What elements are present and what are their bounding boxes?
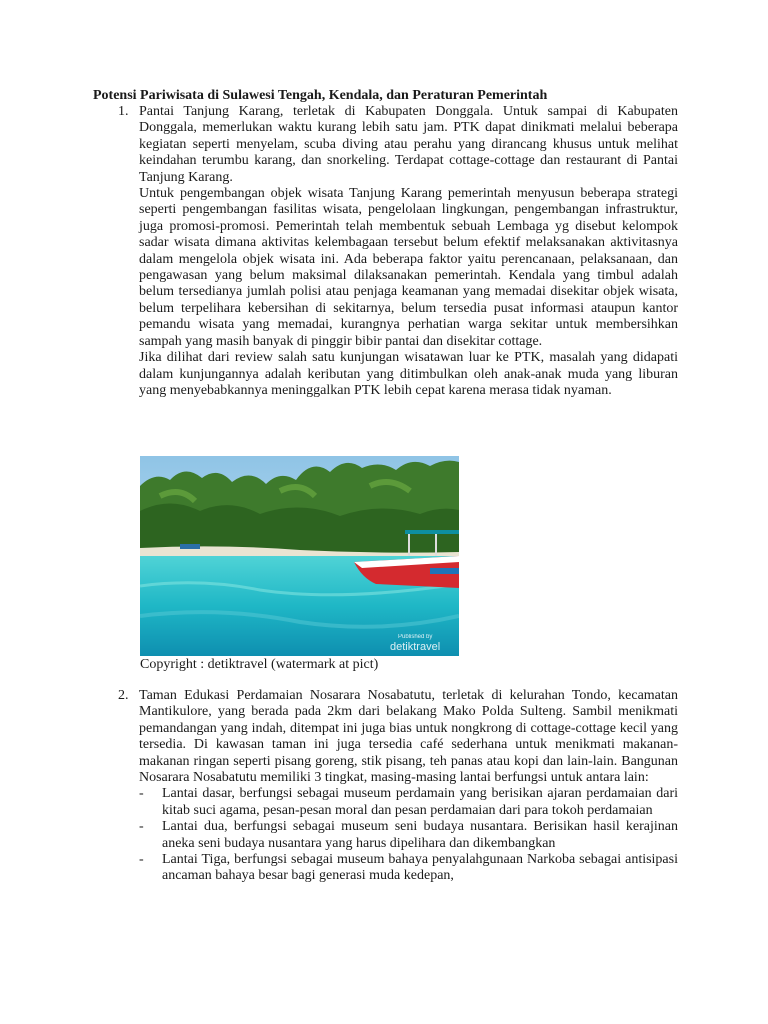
list-item-tanjung-karang (118, 104, 678, 399)
paragraph: Pantai Tanjung Karang, terletak di Kabupaten Donggala. Untuk sampai di Kabupaten Donggala, memerlukan waktu kurang lebih satu jam. PTK dapat dinikmati melalui beberapa kegiatan seperti menyelam, scuba diving atau perahu yang dirancang khusus untuk melihat keindahan terumbu karang, dan snorkeling. Terdapat cottage-cottage dan restaurant di Pantai Tanjung Karang. (139, 104, 678, 185)
beach-photo (140, 456, 459, 656)
paragraph: Untuk pengembangan objek wisata Tanjung Karang pemerintah menyusun beberapa strategi seperti pengembangan fasilitas wisata, pengelolaan lingkungan, pengembangan infrastruktur, juga promosi-promosi. Pemerintah telah membentuk sebuah Lembaga yg disebut kelompok sadar wisata dimana aktivitas kelembagaan tersebut belum efektif melaksanakan aktivitasnya dalam mengelola objek wisata ini. Ada beberapa faktor yaitu perencanaan, pelaksanaan, dan pengawasan yang belum maksimal dilaksanakan pemerintah. Kendala yang timbul adalah belum tersedianya jumlah polisi atau penjaga keamanan yang memadai disekitar objek wisata, belum terpelihara kebersihan di sekitarnya, belum tersedia pusat informasi ataupun kantor pemandu wisata yang memadai, kurangnya perhatian warga sekitar untuk membersihkan sampah yang masih banyak di pinggir bibir pantai dan disekitar cottage. (139, 186, 678, 349)
list-item-nosarara (118, 688, 678, 885)
watermark-brand: detiktravel (390, 641, 441, 653)
image-caption: Copyright : detiktravel (watermark at pict) (140, 657, 379, 672)
bullet-list (139, 786, 678, 884)
document-title: Potensi Pariwisata di Sulawesi Tengah, Kendala, dan Peraturan Pemerintah (93, 88, 548, 103)
list-number: 1. (118, 104, 129, 119)
paragraph: Jika dilihat dari review salah satu kunjungan wisatawan luar ke PTK, masalah yang didapati dalam kunjungannya adalah keributan yang ditimbulkan oleh anak-anak muda yang liburan yang menyebabkannya meninggalkan PTK lebih cepat karena merasa tidak nyaman. (139, 350, 678, 398)
watermark-small: Published by (398, 634, 433, 640)
bullet-item: - Lantai Tiga, berfungsi sebagai museum bahaya penyalahgunaan Narkoba sebagai antisipasi ancaman bahaya besar bagi generasi muda kedepan, (139, 852, 678, 884)
paragraph: Taman Edukasi Perdamaian Nosarara Nosabatutu, terletak di kelurahan Tondo, kecamatan Mantikulore, yang berada pada 2km dari belakang Mako Polda Sulteng. Sambil menikmati pemandangan yang indah, ditempat ini juga bias untuk nongkrong di cottage-cottage kecil yang tersedia. Di kawasan taman ini juga tersedia café sederhana untuk menikmati makanan-makanan ringan seperti pisang goreng, stik pisang, teh panas atau kopi dan lain-lain. Bangunan Nosarara Nosabatutu memiliki 3 tingkat, masing-masing lantai berfungsi untuk antara lain: (139, 688, 678, 786)
bullet-item: - Lantai dua, berfungsi sebagai museum seni budaya nusantara. Berisikan hasil kerajinan aneka seni budaya nusantara yang harus dipelihara dan dikembangkan (139, 819, 678, 851)
list-number: 2. (118, 688, 129, 703)
bullet-item: - Lantai dasar, berfungsi sebagai museum perdamain yang berisikan ajaran perdamaian dari kitab suci agama, pesan-pesan moral dan pesan perdamaian dari para tokoh perdamaian (139, 786, 678, 818)
